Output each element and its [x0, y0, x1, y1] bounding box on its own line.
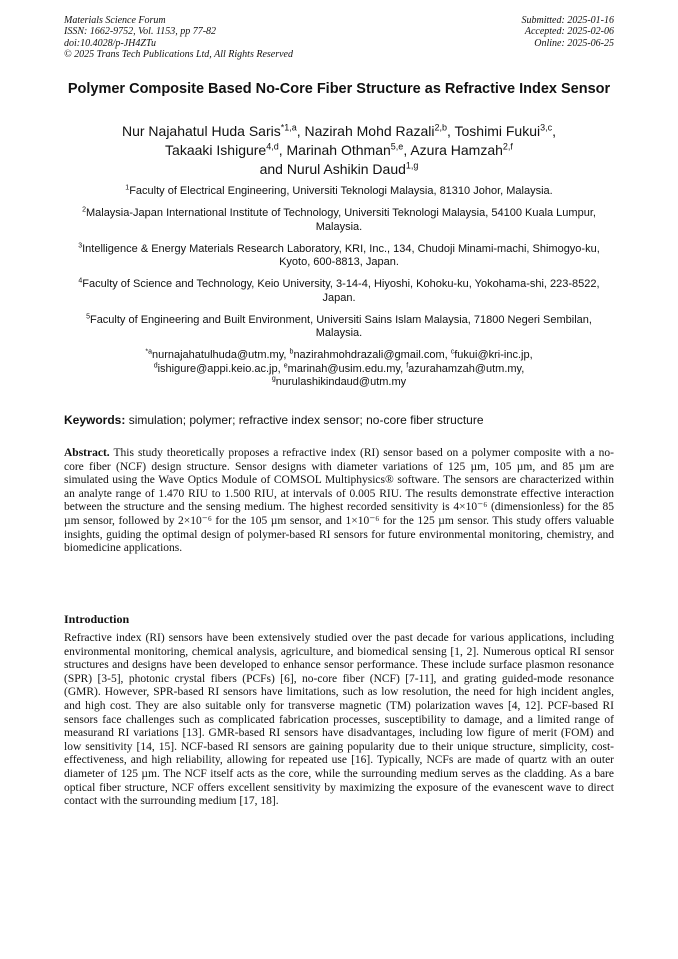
abstract [64, 447, 614, 556]
author: Toshimi Fukui$^{3,c}$, [454, 122, 557, 139]
affiliation: $^3$Intelligence & Energy Materials Research Laboratory, KRI, Inc., 134, Chudoji Minami-machi, Shimogyo-ku, Kyoto, 600-8813, Japan. [78, 241, 600, 268]
journal-name: Materials Science Forum [64, 15, 166, 26]
affiliation: $^5$Faculty of Engineering and Built Environment, Universiti Sains Islam Malaysia, 71800 Negeri Sembilan, Malaysia. [86, 312, 592, 339]
issn: ISSN: 1662-9752, Vol. 1153, pp 77-82 [64, 26, 217, 38]
author: Takaaki Ishigure$^{4,d}$, [165, 141, 287, 158]
abstract-label: Abstract. [64, 447, 110, 459]
copyright: © 2025 Trans Tech Publications Ltd, All Rights Reserved [64, 48, 293, 60]
paper-title: Polymer Composite Based No-Core Fiber Structure as Refractive Index Sensor [67, 81, 611, 97]
email-list: $^{*a}$nurnajahatulhuda@utm.my, $^b$nazirahmohdrazali@gmail.com, $^c$fukui@kri-inc.jp, $^d$ishigure@appi.keio.ac.jp, $^e$marinah@usim.edu.my, $^f$azurahamzah@utm.my, $^g$nurulashikindaud@utm.my [145, 348, 533, 388]
email[interactable]: $^c$fukui@kri-inc.jp [450, 348, 530, 361]
dates-info [522, 15, 615, 49]
author: Nur Najahatul Huda Saris$^{*1,a}$, [121, 122, 305, 139]
introduction-text: Refractive index (RI) sensors have been extensively studied over the past decade for various applications, including environmental monitoring, chemical analysis, agriculture, and biomedical sensing [1, 2]. Numerous optical RI sensor structures and designs have been developed to enhance sensor performance. These include surface plasmon resonance (SPR) [3-5], photonic crystal fibers (PCFs) [6], no-core fiber (NCF) [7-11], and grating guided-mode resonance (GMR). However, SPR-based RI sensors have limitations, such as low resolution, the need for high incident angles, and high cost. They are also suitable only for transverse magnetic (TM) polarization waves [4, 12]. PCF-based RI sensors face challenges such as complicated fabrication processes, susceptibility to damage, and a limited range of measurand RI variations [13]. GMR-based RI sensors have disadvantages, including low figure of merit (FOM) and low sensitivity [14, 15]. NCF-based RI sensors are gaining popularity due to their unique structure, simplicity, cost-effectiveness, and high reliability, allowing for repeated use [16]. Typically, NCFs are made of quartz with an outer diameter of 125 µm. The NCF itself acts as the core, while the surrounding medium serves as the cladding. As a bare optical fiber structure, NCF offers excellent sensitivity by maximizing the exposure of the evanescent wave to direct contact with the surrounding medium [17, 18]. [64, 632, 614, 808]
author: and Nurul Ashikin Daud$^{1,g}$ [259, 160, 419, 177]
affiliations [64, 185, 614, 390]
journal-info [64, 15, 293, 60]
keywords [64, 413, 614, 427]
keywords-text: simulation; polymer; refractive index sensor; no-core fiber structure [125, 413, 484, 427]
affiliation: $^2$Malaysia-Japan International Institute of Technology, Universiti Teknologi Malaysia, 54100 Kuala Lumpur, Malaysia. [82, 206, 596, 233]
author: Azura Hamzah$^{2,f}$ [410, 141, 513, 158]
keywords-label: Keywords: [64, 413, 126, 427]
email[interactable]: $^{*a}$nurnajahatulhuda@utm.my [145, 348, 284, 361]
section-heading-introduction: Introduction [64, 612, 130, 626]
submitted-date: Submitted: 2025-01-16 [521, 15, 614, 26]
abstract-text: This study theoretically proposes a refractive index (RI) sensor based on a polymer composite with a no-core fiber (NCF) design structure. Sensor designs with diameter variations of 125 µm, 105 µm, and 85 µm are simulated using the Wave Optics Module of COMSOL Multiphysics® software. The sensors are characterized within an analyte range of 1.470 RIU to 1.500 RIU, at intervals of 0.005 RIU. The results demonstrate effective interaction between the structure and the sensing medium. The highest recorded sensitivity is 4×10⁻⁶ (dimensionless) for the 85 µm sensor, followed by 2×10⁻⁶ for the 105 µm sensor, and 1×10⁻⁶ for the 125 µm sensor. This study offers valuable insights, guiding the optimal design of polymer-based RI sensors for future environmental monitoring, chemistry, and biomedicine applications. [64, 447, 614, 555]
email[interactable]: $^f$azurahamzah@utm.my [406, 361, 522, 375]
email[interactable]: $^d$ishigure@appi.keio.ac.jp [153, 361, 278, 375]
email[interactable]: $^b$nazirahmohdrazali@gmail.com [289, 348, 445, 361]
email[interactable]: $^g$nurulashikindaud@utm.my [271, 375, 407, 388]
author-list [60, 122, 618, 179]
doi: doi:10.4028/p-JH4ZTu [64, 37, 156, 49]
accepted-date: Accepted: 2025-02-06 [524, 26, 614, 38]
affiliation: $^1$Faculty of Electrical Engineering, Universiti Teknologi Malaysia, 81310 Johor, Malaysia. [125, 184, 553, 197]
email[interactable]: $^e$marinah@usim.edu.my [283, 361, 401, 375]
author: Marinah Othman$^{5,e}$, [286, 141, 411, 158]
online-date: Online: 2025-06-25 [534, 37, 614, 49]
affiliation: $^4$Faculty of Science and Technology, Keio University, 3-14-4, Hiyoshi, Kohoku-ku, Yokohama-shi, 223-8522, Japan. [78, 277, 600, 304]
author: Nazirah Mohd Razali$^{2,b}$, [304, 122, 455, 139]
